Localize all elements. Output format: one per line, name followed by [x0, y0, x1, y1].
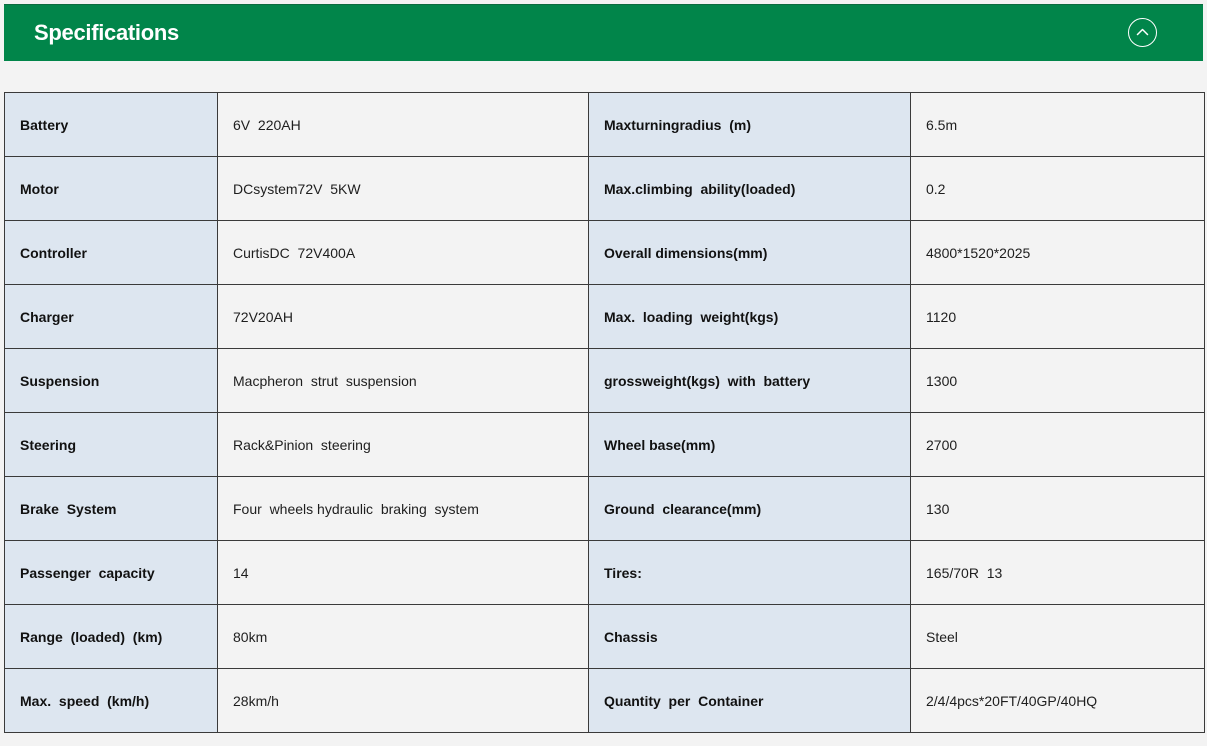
spec-value: DCsystem72V 5KW	[218, 157, 589, 221]
spec-label: Max. loading weight(kgs)	[589, 285, 911, 349]
spec-label: Max.climbing ability(loaded)	[589, 157, 911, 221]
spec-row	[5, 541, 1205, 605]
spec-value: 72V20AH	[218, 285, 589, 349]
spec-row	[5, 221, 1205, 285]
spec-label: Charger	[5, 285, 218, 349]
spec-value: 28km/h	[218, 669, 589, 733]
spec-value: 1300	[911, 349, 1205, 413]
spec-label: Wheel base(mm)	[589, 413, 911, 477]
spec-label: Range (loaded) (km)	[5, 605, 218, 669]
spec-value: 2/4/4pcs*20FT/40GP/40HQ	[911, 669, 1205, 733]
spec-label: Ground clearance(mm)	[589, 477, 911, 541]
spec-label: Steering	[5, 413, 218, 477]
spec-value: 4800*1520*2025	[911, 221, 1205, 285]
spec-value: Steel	[911, 605, 1205, 669]
spec-value: 1120	[911, 285, 1205, 349]
specifications-table	[4, 92, 1205, 733]
spec-value: 80km	[218, 605, 589, 669]
section-title: Specifications	[34, 20, 179, 45]
spec-value: CurtisDC 72V400A	[218, 221, 589, 285]
spec-value: 6.5m	[911, 93, 1205, 157]
spec-row	[5, 477, 1205, 541]
spec-label: Maxturningradius (m)	[589, 93, 911, 157]
spec-row	[5, 285, 1205, 349]
collapse-button[interactable]	[1128, 18, 1157, 47]
spec-value: 2700	[911, 413, 1205, 477]
spec-value: 130	[911, 477, 1205, 541]
spec-value: 165/70R 13	[911, 541, 1205, 605]
spec-label: grossweight(kgs) with battery	[589, 349, 911, 413]
spec-label: Max. speed (km/h)	[5, 669, 218, 733]
spec-label: Tires:	[589, 541, 911, 605]
chevron-up-icon	[1136, 27, 1149, 37]
spec-row	[5, 349, 1205, 413]
spec-row	[5, 605, 1205, 669]
spec-label: Motor	[5, 157, 218, 221]
spec-value: 6V 220AH	[218, 93, 589, 157]
spec-value: Four wheels hydraulic braking system	[218, 477, 589, 541]
spec-row	[5, 669, 1205, 733]
spec-label: Overall dimensions(mm)	[589, 221, 911, 285]
spec-label: Suspension	[5, 349, 218, 413]
spec-value: 0.2	[911, 157, 1205, 221]
spec-label: Brake System	[5, 477, 218, 541]
spec-value: 14	[218, 541, 589, 605]
spec-value: Rack&Pinion steering	[218, 413, 589, 477]
spec-row	[5, 413, 1205, 477]
spec-row	[5, 157, 1205, 221]
spec-row	[5, 93, 1205, 157]
spec-value: Macpheron strut suspension	[218, 349, 589, 413]
spec-label: Battery	[5, 93, 218, 157]
spec-label: Passenger capacity	[5, 541, 218, 605]
spec-label: Chassis	[589, 605, 911, 669]
specifications-header[interactable]	[4, 4, 1203, 61]
spec-label: Quantity per Container	[589, 669, 911, 733]
spec-label: Controller	[5, 221, 218, 285]
